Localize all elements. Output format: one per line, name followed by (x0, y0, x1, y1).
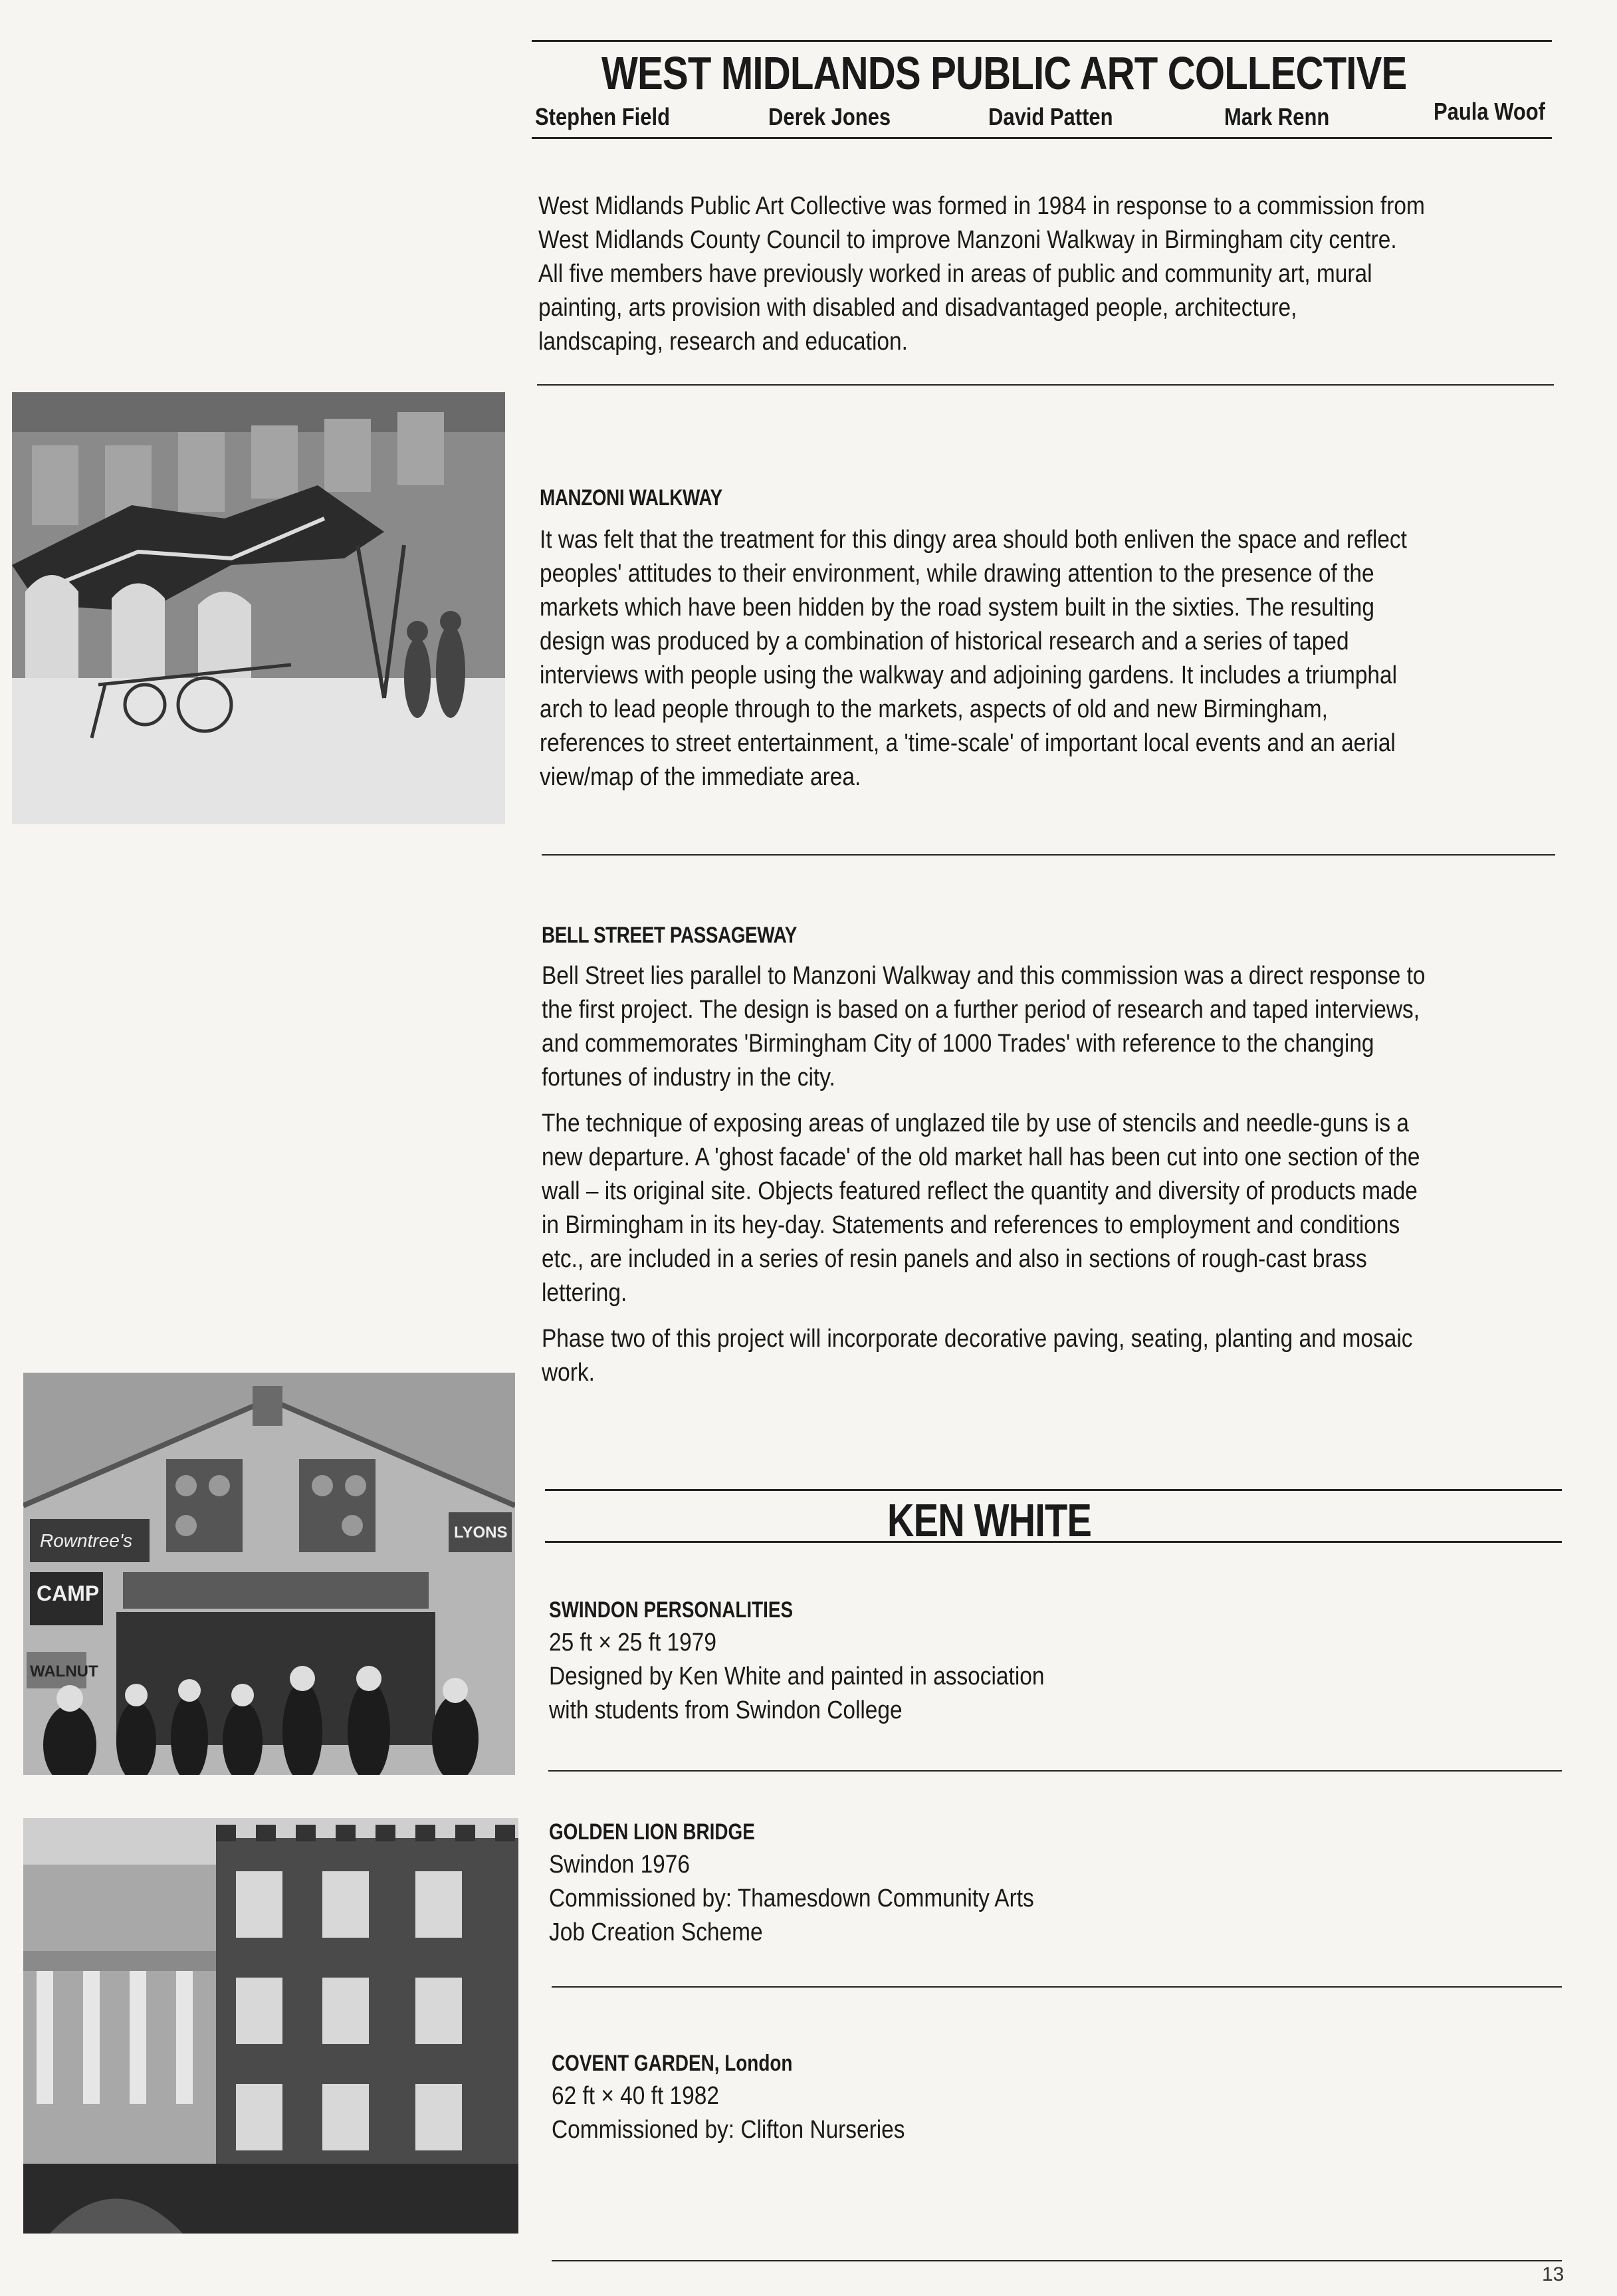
photo-manzoni-walkway-mural (12, 392, 505, 824)
bell-text (542, 959, 1426, 1402)
divider (552, 1986, 1562, 1988)
entry-heading: COVENT GARDEN, London (552, 2051, 793, 2076)
heading-manzoni-walkway: MANZONI WALKWAY (540, 485, 722, 511)
photo-swindon-personalities-mural (23, 1373, 515, 1775)
entry-covent-garden (552, 2047, 953, 2147)
photo-covent-garden-mural (23, 1818, 518, 2234)
section-title-wmpac: WEST MIDLANDS PUBLIC ART COLLECTIVE (601, 47, 1407, 99)
entry-swindon-personalities (549, 1594, 1112, 1728)
entry-line: with students from Swindon College (549, 1696, 903, 1724)
bell-paragraph: Bell Street lies parallel to Manzoni Walkway and this commission was a direct response to the first project. The design is based on a further period of research and taped interviews, and commemorates 'Birmingham City of 1000 Trades' with reference to the changing fortunes of industry in the city. (542, 962, 1426, 1091)
page-bottom-rule (552, 2260, 1562, 2261)
wmpac-intro: West Midlands Public Art Collective was formed in 1984 in response to a commission from West Midlands County Council to improve Manzoni Walkway in Birmingham city centre. All five members have previously worked in areas of public and community art, mural painting, arts provision with disabled and disadvantaged people, architecture, landscaping, research and education. (538, 192, 1425, 356)
sign-camp: CAMP (37, 1581, 100, 1605)
entry-line: 25 ft × 25 ft 1979 (549, 1629, 716, 1657)
sign-rowntrees: Rowntree's (40, 1530, 133, 1551)
entry-line: Commissioned by: Thamesdown Community Arts (549, 1885, 1034, 1912)
sign-walnut: WALNUT (30, 1663, 98, 1680)
bell-paragraph: Phase two of this project will incorporate decorative paving, seating, planting and mosaic work. (542, 1325, 1413, 1387)
header-top-rule (532, 40, 1552, 42)
member-name: David Patten (988, 103, 1113, 130)
entry-heading: GOLDEN LION BRIDGE (549, 1819, 755, 1845)
page-number: 13 (1542, 2263, 1564, 2285)
kenwhite-top-rule (545, 1489, 1562, 1491)
entry-line: Job Creation Scheme (549, 1918, 763, 1946)
member-name: Derek Jones (768, 103, 891, 130)
header-bottom-rule (532, 137, 1552, 139)
bell-paragraph: The technique of exposing areas of unglazed tile by use of stencils and needle-guns is a new departure. A 'ghost facade' of the old market hall has been cut into one section of the wall – its original site. Objects featured reflect the quantity and diversity of products made in Birmingham in its hey-day. Statements and references to employment and conditions etc., are included in a series of resin panels and also in sections of rough-cast brass lettering. (542, 1109, 1420, 1307)
entry-line: Swindon 1976 (549, 1851, 690, 1879)
entry-golden-lion-bridge (549, 1816, 1100, 1950)
divider (548, 1770, 1562, 1772)
sign-lyons: LYONS (454, 1524, 508, 1542)
member-name: Mark Renn (1224, 103, 1330, 130)
divider (537, 384, 1554, 386)
divider (542, 854, 1555, 856)
member-name: Stephen Field (535, 103, 670, 130)
entry-line: Designed by Ken White and painted in association (549, 1663, 1045, 1690)
entry-line: 62 ft × 40 ft 1982 (552, 2082, 719, 2110)
entry-heading: SWINDON PERSONALITIES (549, 1597, 794, 1623)
section-title-ken-white: KEN WHITE (887, 1494, 1092, 1546)
kenwhite-bottom-rule (545, 1541, 1562, 1543)
entry-line: Commissioned by: Clifton Nurseries (552, 2116, 905, 2144)
manzoni-text: It was felt that the treatment for this dingy area should both enliven the space and reflect peoples' attitudes to their environment, while drawing attention to the presence of the markets which have been hidden by the road system built in the sixties. The resulting design was produced by a combination of historical research and a series of taped interviews with people using the walkway and adjoining gardens. It includes a triumphal arch to lead people through to the markets, aspects of old and new Birmingham, references to street entertainment, a 'time-scale' of important local events and an aerial view/map of the immediate area. (540, 526, 1407, 791)
heading-bell-street-passageway: BELL STREET PASSAGEWAY (542, 923, 797, 948)
member-name: Paula Woof (1434, 98, 1546, 125)
